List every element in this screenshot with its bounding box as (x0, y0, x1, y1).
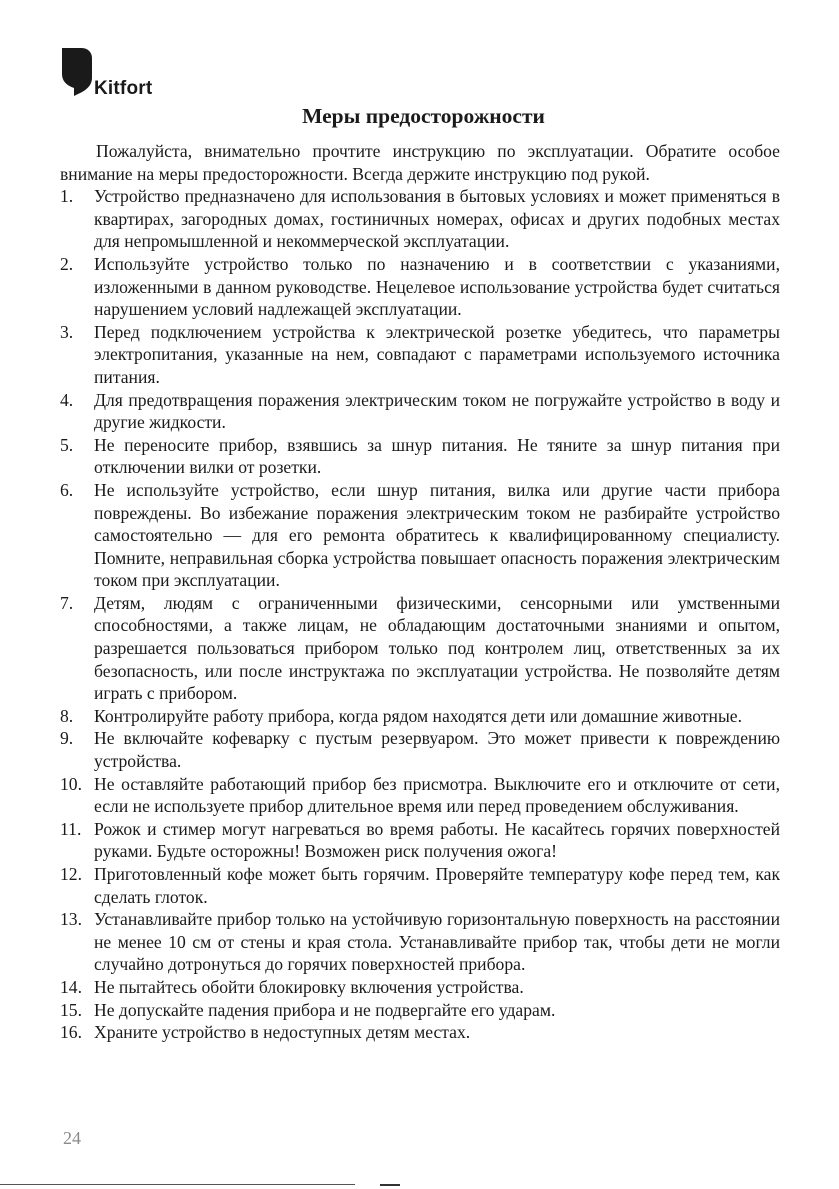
list-item (60, 773, 780, 818)
list-item-number: 4. (60, 389, 74, 410)
list-item-text: Для предотвращения поражения электрическим током не погружайте устройство в воду и другие жидкости. (94, 389, 780, 433)
list-item-text: Не переносите прибор, взявшись за шнур питания. Не тяните за шнур питания при отключении вилки от розетки. (94, 434, 780, 478)
list-item (60, 253, 780, 321)
list-item (60, 976, 780, 999)
list-item (60, 727, 780, 772)
brand-name: Kitfort (94, 78, 153, 99)
list-item-number: 7. (60, 592, 74, 613)
list-item-number: 12. (60, 864, 82, 884)
list-item (60, 999, 780, 1022)
list-item (60, 321, 780, 389)
list-item-text: Не пытайтесь обойти блокировку включения устройства. (94, 976, 524, 997)
list-item-number: 15. (60, 999, 82, 1020)
list-item-text: Не оставляйте работающий прибор без присмотра. Выключите его и отключите от сети, если не используете прибор длительное время или перед проведением обслуживания. (94, 773, 780, 817)
list-item (60, 479, 780, 592)
list-item-text: Не допускайте падения прибора и не подвергайте его ударам. (94, 999, 556, 1020)
list-item-number: 6. (60, 479, 74, 500)
footer-rule (0, 1184, 355, 1185)
footer-mark (380, 1184, 400, 1186)
list-item-number: 14. (60, 976, 82, 997)
list-item-text: Контролируйте работу прибора, когда рядом находятся дети или домашние животные. (94, 705, 742, 726)
list-item-number: 9. (60, 728, 74, 749)
list-item (60, 434, 780, 479)
document-body (60, 140, 780, 1044)
list-item-text: Храните устройство в недоступных детям местах. (94, 1022, 471, 1043)
list-item-number: 11. (60, 818, 82, 839)
page-number: 24 (63, 1128, 81, 1148)
list-item-text: Не используйте устройство, если шнур питания, вилка или другие части прибора повреждены. Во избежание поражения электрическим током не разбирайте устройство самостоятельно — для его ремонта обратитесь к квалифицированному специалисту. Помните, неправильная сборка устройства повышает опасность поражения электрическим током при эксплуатации. (94, 479, 780, 591)
list-item-text: Приготовленный кофе может быть горячим. Проверяйте температуру кофе перед тем, как сделать глоток. (94, 864, 780, 907)
list-item (60, 1021, 780, 1044)
list-item-number: 1. (60, 186, 74, 207)
intro-paragraph: Пожалуйста, внимательно прочтите инструкцию по эксплуатации. Обратите особое внимание на меры предосторожности. Всегда держите инструкцию под рукой. (60, 141, 780, 184)
list-item (60, 705, 780, 728)
list-item (60, 185, 780, 253)
list-item-text: Рожок и стимер могут нагреваться во время работы. Не касайтесь горячих поверхностей руками. Будьте осторожны! Возможен риск получения ожога! (94, 818, 780, 862)
list-item (60, 908, 780, 976)
brand-logo (62, 48, 182, 108)
list-item-text: Устанавливайте прибор только на устойчивую горизонтальную поверхность на расстоянии не менее 10 см от стены и края стола. Устанавливайте прибор так, чтобы дети не могли случайно дотронуться до горячих поверхностей прибора. (94, 909, 780, 975)
list-item (60, 863, 780, 908)
list-item-number: 10. (60, 773, 82, 794)
kitfort-logo-icon (62, 48, 92, 96)
list-item-text: Устройство предназначено для использования в бытовых условиях и может применяться в квартирах, загородных домах, гостиничных номерах, офисах и других подобных местах для непромышленной и некоммерческой эксплуатации. (94, 186, 780, 252)
list-item-number: 13. (60, 909, 82, 930)
precautions-list (60, 185, 780, 1044)
list-item-number: 16. (60, 1022, 82, 1043)
list-item-text: Перед подключением устройства к электрической розетке убедитесь, что параметры электропитания, указанные на нем, совпадают с параметрами используемого источника питания. (94, 321, 780, 387)
list-item-number: 5. (60, 434, 74, 455)
list-item (60, 818, 780, 863)
list-item-text: Детям, людям с ограниченными физическими, сенсорными или умственными способностями, а также лицам, не обладающим достаточными знаниями и опытом, разрешается пользоваться прибором только под контролем лиц, ответственных за их безопасность, или после инструктажа по эксплуатации устройства. Не позволяйте детям играть с прибором. (94, 592, 780, 704)
list-item (60, 389, 780, 434)
page-title: Меры предосторожности (302, 104, 545, 129)
list-item-text: Не включайте кофеварку с пустым резервуаром. Это может привести к повреждению устройства. (94, 728, 780, 772)
list-item-number: 2. (60, 253, 74, 274)
list-item-number: 8. (60, 705, 74, 726)
list-item (60, 592, 780, 705)
list-item-text: Используйте устройство только по назначению и в соответствии с указаниями, изложенными в данном руководстве. Нецелевое использование устройства будет считаться нарушением условий надлежащей эксплуатации. (94, 253, 780, 320)
list-item-number: 3. (60, 321, 74, 342)
